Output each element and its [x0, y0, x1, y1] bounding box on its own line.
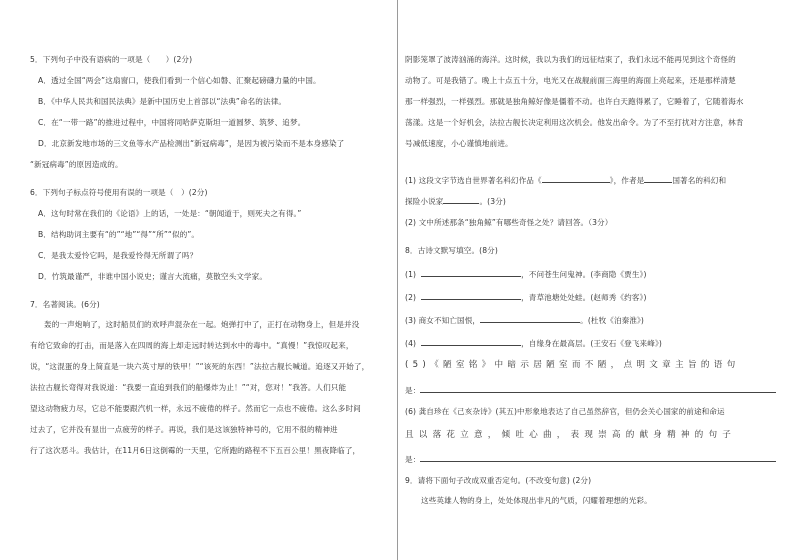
passage-line: 动物了。可是我错了。晚上十点五十分，电光又在战舰前面三海里的海面上亮起来，还是那样清楚: [405, 76, 736, 85]
poem-text: 是：: [405, 455, 421, 464]
q7-passage-line: 行了这次恶斗。我估计，在11月6日这倒霉的一天里，它所跑的路程不下五百公里！黑夜降临了，: [30, 446, 361, 455]
q7-sub2: (2) 文中所述那条“独角鲸”有哪些奇怪之处？请回答。（3分）: [405, 218, 613, 227]
q5-stem: 5．下列句子中没有语病的一项是（ ）(2分): [30, 55, 193, 64]
column-divider: [397, 0, 398, 560]
q7-passage-line: 轰的一声炮响了，这时船员们的欢呼声混杂在一起。炮弹打中了，正打在动物身上，但是并没: [44, 320, 360, 329]
q7-sub1-text: 国著名的科幻和: [672, 176, 727, 185]
q8-stem: 8．古诗文默写填空。(8分): [405, 246, 498, 255]
q6-stem: 6．下列句子标点符号使用有误的一项是（ ）(2分): [30, 188, 208, 197]
q5-option-c: C．在“一带一路”的推进过程中，中国将同哈萨克斯坦一道圆梦、筑梦、追梦。: [38, 118, 306, 127]
q7-passage-line: 有给它致命的打击，而是落入在四周的海上却走远时转达到水中的毒中。“真慢！”我惊叹起来，: [30, 341, 354, 350]
answer-blank[interactable]: [542, 174, 610, 183]
passage-line: 号减低速度，小心谨慎地前进。: [405, 139, 513, 148]
right-column: [399, 0, 794, 560]
answer-blank[interactable]: [480, 314, 580, 323]
answer-blank[interactable]: [644, 174, 672, 183]
answer-blank[interactable]: [420, 453, 776, 462]
poem-index: (2): [405, 293, 417, 302]
q7-passage-line: 望这动物疲力尽，它总不能要跟汽机一样，永远不疲倦的样子。然而它一点也不疲倦。这么多时间: [30, 404, 361, 413]
q7-passage-line: 法拉古舰长弯得对我说道：“我要一直追到我们的船爆炸为止！”“对，您对！”我答。人们只能: [30, 383, 347, 392]
answer-blank[interactable]: [420, 384, 776, 393]
q5-option-d-cont: “新冠病毒”的原因造成的。: [30, 160, 123, 169]
passage-line: 那一样强烈，一样强烈。那就是独角鲸好像是僵着不动。也许白天跑得累了，它睡着了，它随着海水: [405, 97, 744, 106]
q6-option-d: D．竹筑最谨严，非谁中国小说史；谨言大流痛，莫散空头文学家。: [38, 272, 268, 281]
poem-index: (4): [405, 339, 417, 348]
poem-text: 。(杜牧《泊秦淮》): [580, 316, 644, 325]
poem-text: ，青草池塘处处蛙。(赵师秀《约客》): [521, 293, 647, 302]
poem-line-6-cont: 且以落花立意，倾吐心曲，表现崇高的献身精神的句子: [405, 430, 737, 440]
q5-option-a: A．透过全国“两会”这扇窗口，使我们看到一个信心如磐、汇聚起磅礴力量的中国。: [38, 76, 321, 85]
q5-option-d: D．北京新发地市场的三文鱼等水产品检测出“新冠病毒”，是因为被污染而不是本身感染了: [38, 139, 345, 148]
q9-stem: 9．请将下面句子改成双重否定句。(不改变句意) (2分): [405, 476, 592, 485]
answer-blank[interactable]: [443, 195, 479, 204]
poem-line-1: [405, 268, 647, 280]
answer-blank[interactable]: [421, 337, 521, 346]
q7-passage-line: 过去了，它并没有显出一点疲劳的样子。再说，我们是这该独特神号的，它用不很的精神进: [30, 425, 338, 434]
q7-sub1-text: 探险小说家: [405, 197, 444, 206]
q7-passage-line: 说，“这混蛋的身上简直是一块六英寸厚的铁甲！”“该死的东西！”法拉古舰长喊道。追逐又开始了，: [30, 362, 370, 371]
poem-line-6: (6) 龚自珍在《己亥杂诗》(其五)中形象地表达了自己虽然辞官，但仍会关心国家的前途和命运: [405, 407, 725, 416]
poem-line-5-cont: [405, 384, 776, 396]
passage-line: 荡漾。这是一个好机会，法拉古舰长决定利用这次机会。他发出命令。为了不至打扰对方注意，林肯: [405, 118, 744, 127]
q7-sub1-text: (1) 这段文字节选自世界著名科幻作品《: [405, 176, 542, 185]
q7-sub1-text: 》，作者是: [609, 176, 645, 185]
poem-index: (1): [405, 270, 417, 279]
poem-line-5: (5)《陋室铭》中暗示居陋室而不陋，点明文章主旨的语句: [405, 360, 740, 370]
q7-sub1-text: 。(3分): [479, 197, 506, 206]
q6-option-b: B．结构助词主要有“的”“地”“得”“所”“似的”。: [38, 230, 200, 239]
poem-text: ，自缘身在最高层。(王安石《登飞来峰》): [521, 339, 662, 348]
poem-line-4: [405, 337, 662, 349]
answer-blank[interactable]: [421, 291, 521, 300]
poem-text: (3) 商女不知亡国恨，: [405, 316, 481, 325]
poem-line-6-cont: [405, 453, 776, 465]
answer-blank[interactable]: [421, 268, 521, 277]
q6-option-a: A．这句时常在我们的《论语》上的话，一处是：“朝闻道于，则死夫之有得。”: [38, 209, 302, 218]
poem-text: 是：: [405, 386, 421, 395]
q5-option-b: B．《中华人民共和国民法典》是新中国历史上首部以“法典”命名的法律。: [38, 97, 287, 106]
passage-line: 阴影笼罩了波涛汹涌的海洋。这时候，我以为我们的远征结束了，我们永远不能再见到这个奇怪的: [405, 55, 736, 64]
q9-sentence: 这些英雄人物的身上，处处体现出非凡的气质，闪耀着理想的光彩。: [421, 496, 652, 505]
left-column: [0, 0, 396, 560]
q7-stem: 7．名著阅读。(6分): [30, 300, 100, 309]
q7-sub1: [405, 174, 726, 186]
q7-sub1-cont: [405, 195, 506, 207]
poem-text: ，不问苍生问鬼神。(李商隐《贾生》): [521, 270, 647, 279]
poem-line-3: [405, 314, 644, 326]
poem-line-2: [405, 291, 647, 303]
q6-option-c: C．是我太爱怜它吗，是我爱怜得无所谓了吗？: [38, 251, 198, 260]
